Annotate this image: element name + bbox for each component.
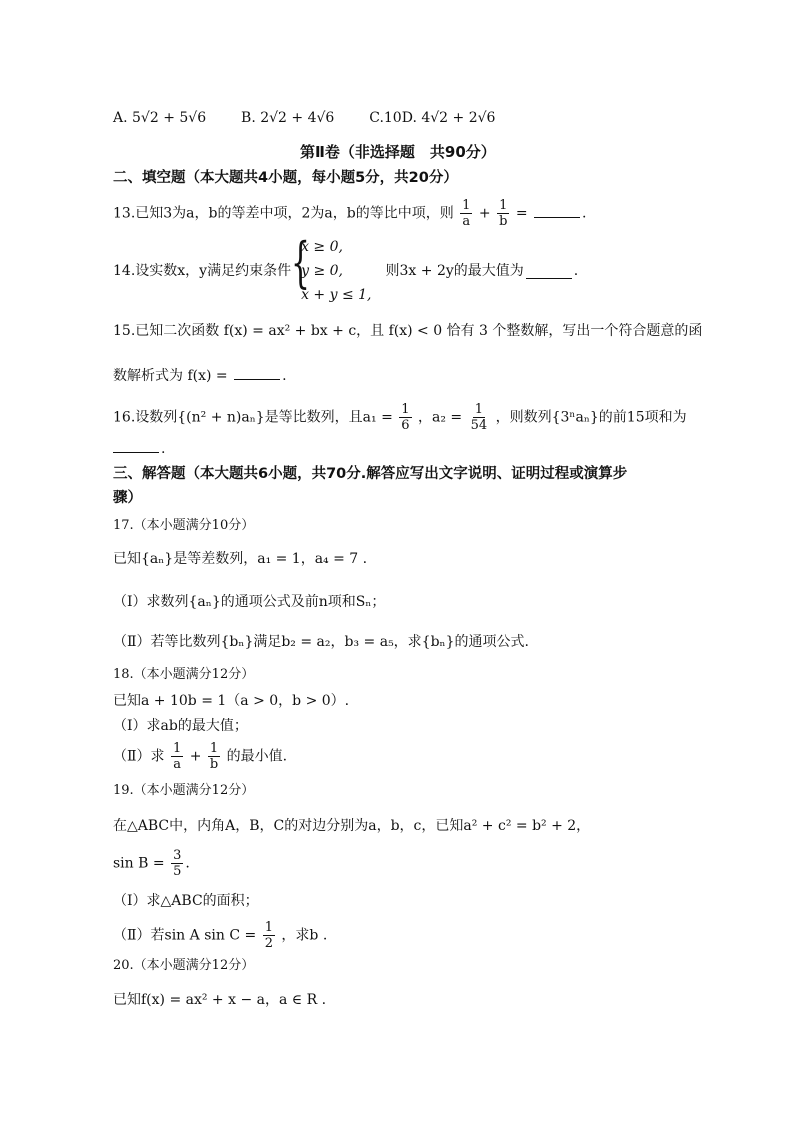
constraint-system: { x ≥ 0, y ≥ 0, x + y ≤ 1, bbox=[291, 231, 372, 303]
q19-part1: （Ⅰ）求△ABC的面积； bbox=[113, 893, 259, 909]
q18-header: 18.（本小题满分12分） bbox=[113, 667, 255, 682]
answer-blank[interactable] bbox=[534, 203, 580, 218]
q17-stem: 已知{aₙ}是等差数列，a₁ = 1，a₄ = 7 . bbox=[113, 551, 368, 567]
answer-blank[interactable] bbox=[234, 365, 280, 380]
fraction-1-over-6: $\frac{1}{6}$ bbox=[401, 402, 410, 433]
question-15-line1: 15.已知二次函数 f(x) = ax² + bx + c，且 f(x) < 0 恰有 3 个整数解，写出一个符合题意的函 bbox=[113, 323, 703, 339]
question-16: 16.设数列{(n² + n)aₙ}是等比数列，且a₁ = $\frac{1}{6}$ ，a₂ = $\frac{1}{54}$ ，则数列{3ⁿaₙ}的前15项和为 bbox=[113, 402, 687, 433]
question-15-line2: 数解析式为 f(x) = . bbox=[113, 365, 287, 386]
q19-stem: 在△ABC中，内角A，B，C的对边分别为a，b，c，已知a² + c² = b² + 2， bbox=[113, 818, 591, 834]
question-13: 13.已知3为a，b的等差中项，2为a，b的等比中项，则 $\frac{1}{a}$ + $\frac{1}{b}$ = . bbox=[113, 198, 587, 229]
fraction-1-over-a: $\frac{1}{a}$ bbox=[462, 198, 471, 229]
fraction-1-over-b: $\frac{1}{b}$ bbox=[209, 741, 219, 772]
fraction-3-over-5: $\frac{3}{5}$ bbox=[173, 848, 182, 879]
q17-part2: （Ⅱ）若等比数列{bₙ}满足b₂ = a₂，b₃ = a₅，求{bₙ}的通项公式. bbox=[113, 634, 529, 650]
fraction-1-over-a: $\frac{1}{a}$ bbox=[172, 741, 182, 772]
q18-part2: （Ⅱ）求 $\frac{1}{a}$ + $\frac{1}{b}$ 的最小值. bbox=[113, 741, 288, 772]
section3-title-line2: 骤） bbox=[113, 490, 142, 506]
fraction-1-over-2: $\frac{1}{2}$ bbox=[264, 920, 273, 951]
q17-header: 17.（本小题满分10分） bbox=[113, 518, 255, 533]
question-16-blank: . bbox=[113, 438, 165, 459]
answer-blank[interactable] bbox=[526, 264, 572, 279]
choice-c-d: C.10D. 4√2 + 2√6 bbox=[369, 110, 496, 126]
question-14: 14.设实数x，y满足约束条件 { x ≥ 0, y ≥ 0, x + y ≤ 1, 则3x + 2y的最大值为 . bbox=[113, 236, 578, 306]
q17-part1: （Ⅰ）求数列{aₙ}的通项公式及前n项和Sₙ； bbox=[113, 594, 386, 610]
choice-row bbox=[113, 108, 495, 128]
section3-title-line1: 三、解答题（本大题共6小题，共70分.解答应写出文字说明、证明过程或演算步 bbox=[113, 466, 628, 482]
choice-a: A. 5√2 + 5√6 bbox=[113, 110, 207, 126]
fraction-1-over-54: $\frac{1}{54}$ bbox=[470, 402, 488, 433]
choice-b: B. 2√2 + 4√6 bbox=[241, 110, 335, 126]
q20-stem: 已知f(x) = ax² + x − a，a ∈ R . bbox=[113, 992, 327, 1008]
answer-blank[interactable] bbox=[113, 438, 159, 453]
section2-title: 二、填空题（本大题共4小题，每小题5分，共20分） bbox=[113, 170, 458, 186]
q18-part1: （Ⅰ）求ab的最大值； bbox=[113, 718, 248, 734]
q19-part2: （Ⅱ）若sin A sin C = $\frac{1}{2}$ ，求b . bbox=[113, 920, 328, 951]
q20-header: 20.（本小题满分12分） bbox=[113, 958, 255, 973]
fraction-1-over-b: $\frac{1}{b}$ bbox=[499, 198, 508, 229]
q19-sinb: sin B = $\frac{3}{5}$ . bbox=[113, 848, 190, 879]
q19-header: 19.（本小题满分12分） bbox=[113, 783, 255, 798]
part2-title: 第Ⅱ卷（非选择题 共90分） bbox=[300, 143, 496, 161]
q18-stem: 已知a + 10b = 1（a > 0，b > 0）. bbox=[113, 693, 350, 709]
